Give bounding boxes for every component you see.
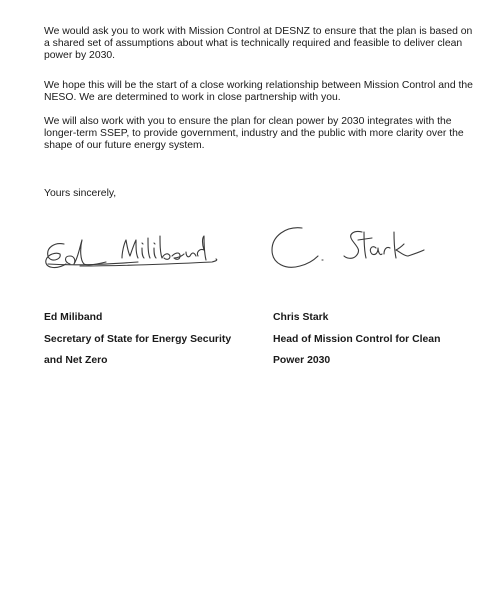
- signatory-title-line-2: Power 2030: [273, 355, 331, 366]
- body-paragraph-3: We will also work with you to ensure the plan for clean power by 2030 integrates with the longer-term SSEP, to provide government, industry and the public with more clarity over the shape of our future energy system.: [44, 116, 464, 151]
- signatory-block-ed-miliband: [44, 312, 254, 367]
- signatory-title-line-2: and Net Zero: [44, 355, 108, 366]
- signatory-block-chris-stark: [273, 312, 483, 367]
- signatory-name: Chris Stark: [273, 312, 329, 323]
- closing-salutation: Yours sincerely,: [44, 188, 117, 199]
- signature-ed-miliband: [40, 230, 220, 276]
- body-paragraph-2: We hope this will be the start of a close working relationship between Mission Control and the NESO. We are determined to work in close partnership with you.: [44, 80, 473, 103]
- signatory-name: Ed Miliband: [44, 312, 103, 323]
- body-paragraph-1: We would ask you to work with Mission Control at DESNZ to ensure that the plan is based on a shared set of assumptions about what is technically required and feasible to deliver clean power by 2030.: [44, 26, 473, 61]
- signature-chris-stark: [268, 222, 428, 276]
- signatory-title-line-1: Secretary of State for Energy Security: [44, 334, 232, 345]
- signatory-title-line-1: Head of Mission Control for Clean: [273, 334, 441, 345]
